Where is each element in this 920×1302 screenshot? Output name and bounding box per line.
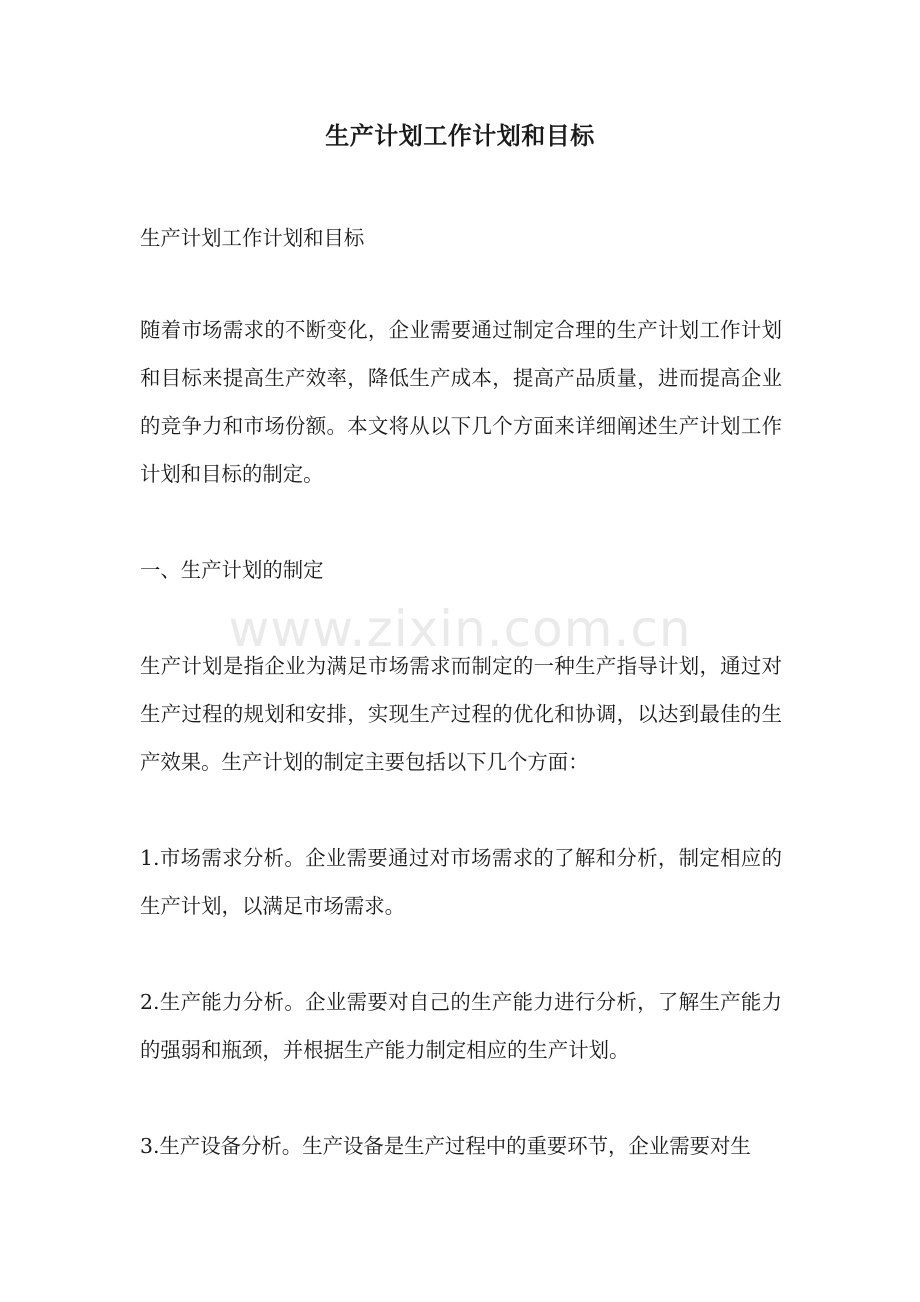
watermark: www.zixin.com.cn	[228, 600, 692, 658]
document-title: 生产计划工作计划和目标	[325, 121, 595, 150]
section-paragraph: 生产计划是指企业为满足市场需求而制定的一种生产指导计划，通过对生产过程的规划和安排，实现生产过程的优化和协调，以达到最佳的生产效果。生产计划的制定主要包括以下几个方面：	[140, 654, 782, 774]
list-item-2: 2.生产能力分析。企业需要对自己的生产能力进行分析，了解生产能力的强弱和瓶颈，并根据生产能力制定相应的生产计划。	[140, 990, 782, 1062]
intro-paragraph: 随着市场需求的不断变化，企业需要通过制定合理的生产计划工作计划和目标来提高生产效率，降低生产成本，提高产品质量，进而提高企业的竞争力和市场份额。本文将从以下几个方面来详细阐述生产计划工作计划和目标的制定。	[140, 318, 782, 486]
list-item-3: 3.生产设备分析。生产设备是生产过程中的重要环节，企业需要对生	[140, 1134, 751, 1158]
section-heading: 一、生产计划的制定	[140, 558, 324, 582]
subtitle-paragraph: 生产计划工作计划和目标	[140, 226, 365, 250]
list-item-1: 1.市场需求分析。企业需要通过对市场需求的了解和分析，制定相应的生产计划，以满足市场需求。	[140, 846, 782, 918]
